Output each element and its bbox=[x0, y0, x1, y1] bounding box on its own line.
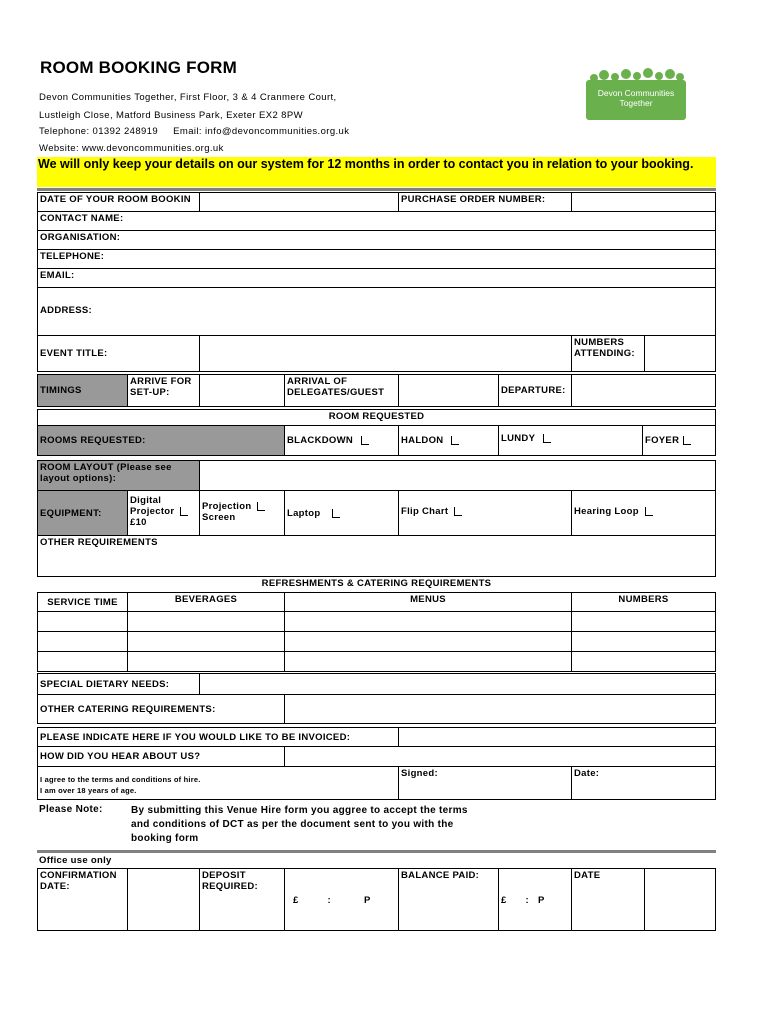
flip-chart-label: Flip Chart bbox=[401, 506, 449, 517]
col-service-time: SERVICE TIME bbox=[37, 592, 128, 612]
other-catering-input[interactable] bbox=[284, 694, 716, 724]
telephone-label: TELEPHONE: bbox=[40, 251, 105, 262]
form-title: ROOM BOOKING FORM bbox=[40, 58, 237, 77]
balance-pence: P bbox=[537, 895, 545, 906]
purchase-order-input[interactable] bbox=[571, 192, 716, 212]
divider-top bbox=[37, 188, 716, 191]
catering-row-3-menus[interactable] bbox=[284, 651, 572, 672]
agreement-line-1: I agree to the terms and conditions of hire. bbox=[40, 775, 201, 784]
please-note-label: Please Note: bbox=[39, 804, 103, 815]
dct-logo bbox=[582, 66, 690, 122]
invoiced-input[interactable] bbox=[398, 727, 716, 747]
confirmation-date-label bbox=[37, 868, 128, 931]
rooms-requested-label: ROOMS REQUESTED: bbox=[37, 425, 285, 456]
arrive-setup-line1: ARRIVE FOR bbox=[130, 376, 192, 387]
data-retention-notice: We will only keep your details on our system for 12 months in order to contact you in relation to your booking. bbox=[37, 157, 716, 187]
balance-colon: : bbox=[525, 895, 530, 906]
catering-row-1-numbers[interactable] bbox=[571, 611, 716, 632]
signed-label: Signed: bbox=[401, 768, 438, 779]
room-haldon-option[interactable] bbox=[398, 425, 499, 456]
flip-chart-checkbox[interactable] bbox=[454, 507, 462, 516]
haldon-checkbox[interactable] bbox=[451, 436, 459, 445]
invoiced-label: PLEASE INDICATE HERE IF YOU WOULD LIKE TO BE INVOICED: bbox=[37, 727, 399, 747]
purchase-order-label: PURCHASE ORDER NUMBER: bbox=[398, 192, 572, 212]
deposit-pound: £ bbox=[293, 895, 299, 906]
room-layout-input[interactable] bbox=[199, 460, 716, 491]
address-label: ADDRESS: bbox=[40, 305, 93, 316]
special-dietary-label: SPECIAL DIETARY NEEDS: bbox=[37, 673, 200, 695]
deposit-amount-input[interactable] bbox=[284, 868, 399, 931]
catering-row-1-menus[interactable] bbox=[284, 611, 572, 632]
col-numbers: NUMBERS bbox=[571, 592, 716, 612]
col-menus: MENUS bbox=[284, 592, 572, 612]
agreement-text bbox=[37, 766, 399, 800]
arrival-delegates-label bbox=[284, 374, 399, 407]
catering-row-3-time[interactable] bbox=[37, 651, 128, 672]
catering-row-3-numbers[interactable] bbox=[571, 651, 716, 672]
signature-date-field[interactable] bbox=[571, 766, 716, 800]
logo-text-1: Devon Communities bbox=[597, 88, 675, 98]
address-line-1: Devon Communities Together, First Floor, 3 & 4 Cranmere Court, bbox=[39, 92, 337, 103]
equipment-label: EQUIPMENT: bbox=[37, 490, 128, 536]
catering-row-1-beverages[interactable] bbox=[127, 611, 285, 632]
room-requested-heading: ROOM REQUESTED bbox=[37, 409, 716, 426]
blackdown-checkbox[interactable] bbox=[361, 436, 369, 445]
deposit-required-label bbox=[199, 868, 285, 931]
col-beverages: BEVERAGES bbox=[127, 592, 285, 612]
projection-screen-line1: Projection bbox=[202, 501, 252, 512]
digital-projector-option[interactable] bbox=[127, 490, 200, 536]
laptop-label: Laptop bbox=[287, 508, 321, 519]
room-foyer-label: FOYER bbox=[645, 435, 680, 446]
balance-paid-label: BALANCE PAID: bbox=[398, 868, 499, 931]
arrive-setup-line2: SET-UP: bbox=[130, 387, 170, 398]
hearing-loop-checkbox[interactable] bbox=[645, 507, 653, 516]
deposit-colon: : bbox=[327, 895, 332, 906]
date-label: DATE OF YOUR ROOM BOOKIN bbox=[37, 192, 200, 212]
email-label: EMAIL: bbox=[40, 270, 75, 281]
room-layout-line2: layout options): bbox=[40, 473, 117, 484]
hearing-loop-option[interactable] bbox=[571, 490, 716, 536]
hear-about-input[interactable] bbox=[284, 746, 716, 767]
room-foyer-option[interactable] bbox=[642, 425, 716, 456]
departure-input[interactable] bbox=[571, 374, 716, 407]
deposit-line2: REQUIRED: bbox=[202, 881, 259, 892]
projection-screen-option[interactable] bbox=[199, 490, 285, 536]
address-field[interactable] bbox=[37, 287, 716, 336]
office-use-title: Office use only bbox=[39, 855, 112, 866]
agreement-line-2: I am over 18 years of age. bbox=[40, 786, 137, 795]
note-line-2: and conditions of DCT as per the document sent to you with the bbox=[131, 819, 454, 830]
note-line-1: By submitting this Venue Hire form you aggree to accept the terms bbox=[131, 805, 468, 816]
signature-date-label: Date: bbox=[574, 768, 600, 779]
projection-screen-line2: Screen bbox=[202, 512, 236, 523]
room-blackdown-option[interactable] bbox=[284, 425, 399, 456]
catering-row-2-menus[interactable] bbox=[284, 631, 572, 652]
other-catering-label: OTHER CATERING REQUIREMENTS: bbox=[37, 694, 285, 724]
catering-row-3-beverages[interactable] bbox=[127, 651, 285, 672]
room-lundy-option[interactable] bbox=[498, 425, 643, 456]
organisation-field[interactable] bbox=[37, 230, 716, 250]
address-line-2: Lustleigh Close, Matford Business Park, Exeter EX2 8PW bbox=[39, 110, 303, 121]
email-text: Email: info@devoncommunities.org.uk bbox=[173, 126, 350, 137]
logo-text-2: Together bbox=[619, 98, 653, 108]
confirmation-date-input[interactable] bbox=[127, 868, 200, 931]
room-layout-line1: ROOM LAYOUT (Please see bbox=[40, 462, 172, 473]
telephone-field[interactable] bbox=[37, 249, 716, 269]
departure-label: DEPARTURE: bbox=[498, 374, 572, 407]
numbers-attending-line1: NUMBERS bbox=[574, 337, 625, 348]
room-lundy-label: LUNDY bbox=[501, 433, 536, 444]
arrive-setup-input[interactable] bbox=[199, 374, 285, 407]
timings-label: TIMINGS bbox=[37, 374, 128, 407]
arrive-setup-label bbox=[127, 374, 200, 407]
hearing-loop-label: Hearing Loop bbox=[574, 506, 639, 517]
divider-bottom bbox=[37, 850, 716, 853]
confirmation-line2: DATE: bbox=[40, 881, 70, 892]
other-requirements-field[interactable] bbox=[37, 535, 716, 577]
catering-row-1-time[interactable] bbox=[37, 611, 128, 632]
digital-projector-price: £10 bbox=[130, 517, 147, 528]
laptop-checkbox[interactable] bbox=[332, 509, 340, 518]
numbers-attending-line2: ATTENDING: bbox=[574, 348, 635, 359]
catering-row-2-numbers[interactable] bbox=[571, 631, 716, 652]
catering-row-2-time[interactable] bbox=[37, 631, 128, 652]
room-blackdown-label: BLACKDOWN bbox=[287, 435, 354, 446]
arrival-delegates-input[interactable] bbox=[398, 374, 499, 407]
catering-heading: REFRESHMENTS & CATERING REQUIREMENTS bbox=[261, 578, 492, 589]
hear-about-label: HOW DID YOU HEAR ABOUT US? bbox=[37, 746, 285, 767]
note-line-3: booking form bbox=[131, 833, 199, 844]
event-title-label: EVENT TITLE: bbox=[37, 335, 200, 372]
organisation-label: ORGANISATION: bbox=[40, 232, 121, 243]
digital-projector-checkbox[interactable] bbox=[180, 507, 188, 516]
telephone-text: Telephone: 01392 248919 bbox=[39, 126, 159, 137]
digital-projector-line1: Digital bbox=[130, 495, 162, 506]
date-input[interactable] bbox=[199, 192, 399, 212]
contact-name-field[interactable] bbox=[37, 211, 716, 231]
balance-amount-input[interactable] bbox=[498, 868, 572, 931]
telephone-line bbox=[39, 126, 349, 137]
catering-row-2-beverages[interactable] bbox=[127, 631, 285, 652]
flip-chart-option[interactable] bbox=[398, 490, 572, 536]
room-layout-label bbox=[37, 460, 200, 491]
website-line: Website: www.devoncommunities.org.uk bbox=[39, 143, 224, 154]
deposit-line1: DEPOSIT bbox=[202, 870, 246, 881]
digital-projector-line2: Projector bbox=[130, 506, 175, 517]
arrival-delegates-line1: ARRIVAL OF bbox=[287, 376, 348, 387]
confirmation-line1: CONFIRMATION bbox=[40, 870, 117, 881]
office-date-input[interactable] bbox=[644, 868, 716, 931]
projection-screen-checkbox[interactable] bbox=[257, 502, 265, 511]
numbers-attending-input[interactable] bbox=[644, 335, 716, 372]
deposit-pence: P bbox=[363, 895, 371, 906]
email-field[interactable] bbox=[37, 268, 716, 288]
contact-name-label: CONTACT NAME: bbox=[40, 213, 124, 224]
laptop-option[interactable] bbox=[284, 490, 399, 536]
balance-pound: £ bbox=[501, 895, 507, 906]
numbers-attending-label bbox=[571, 335, 645, 372]
signed-field[interactable] bbox=[398, 766, 572, 800]
event-title-input[interactable] bbox=[199, 335, 572, 372]
foyer-checkbox[interactable] bbox=[683, 436, 691, 445]
room-haldon-label: HALDON bbox=[401, 435, 444, 446]
please-note-text bbox=[131, 804, 468, 846]
other-requirements-label: OTHER REQUIREMENTS bbox=[40, 537, 158, 548]
special-dietary-input[interactable] bbox=[199, 673, 716, 695]
arrival-delegates-line2: DELEGATES/GUEST bbox=[287, 387, 385, 398]
office-date-label: DATE bbox=[571, 868, 645, 931]
lundy-checkbox[interactable] bbox=[543, 434, 551, 443]
